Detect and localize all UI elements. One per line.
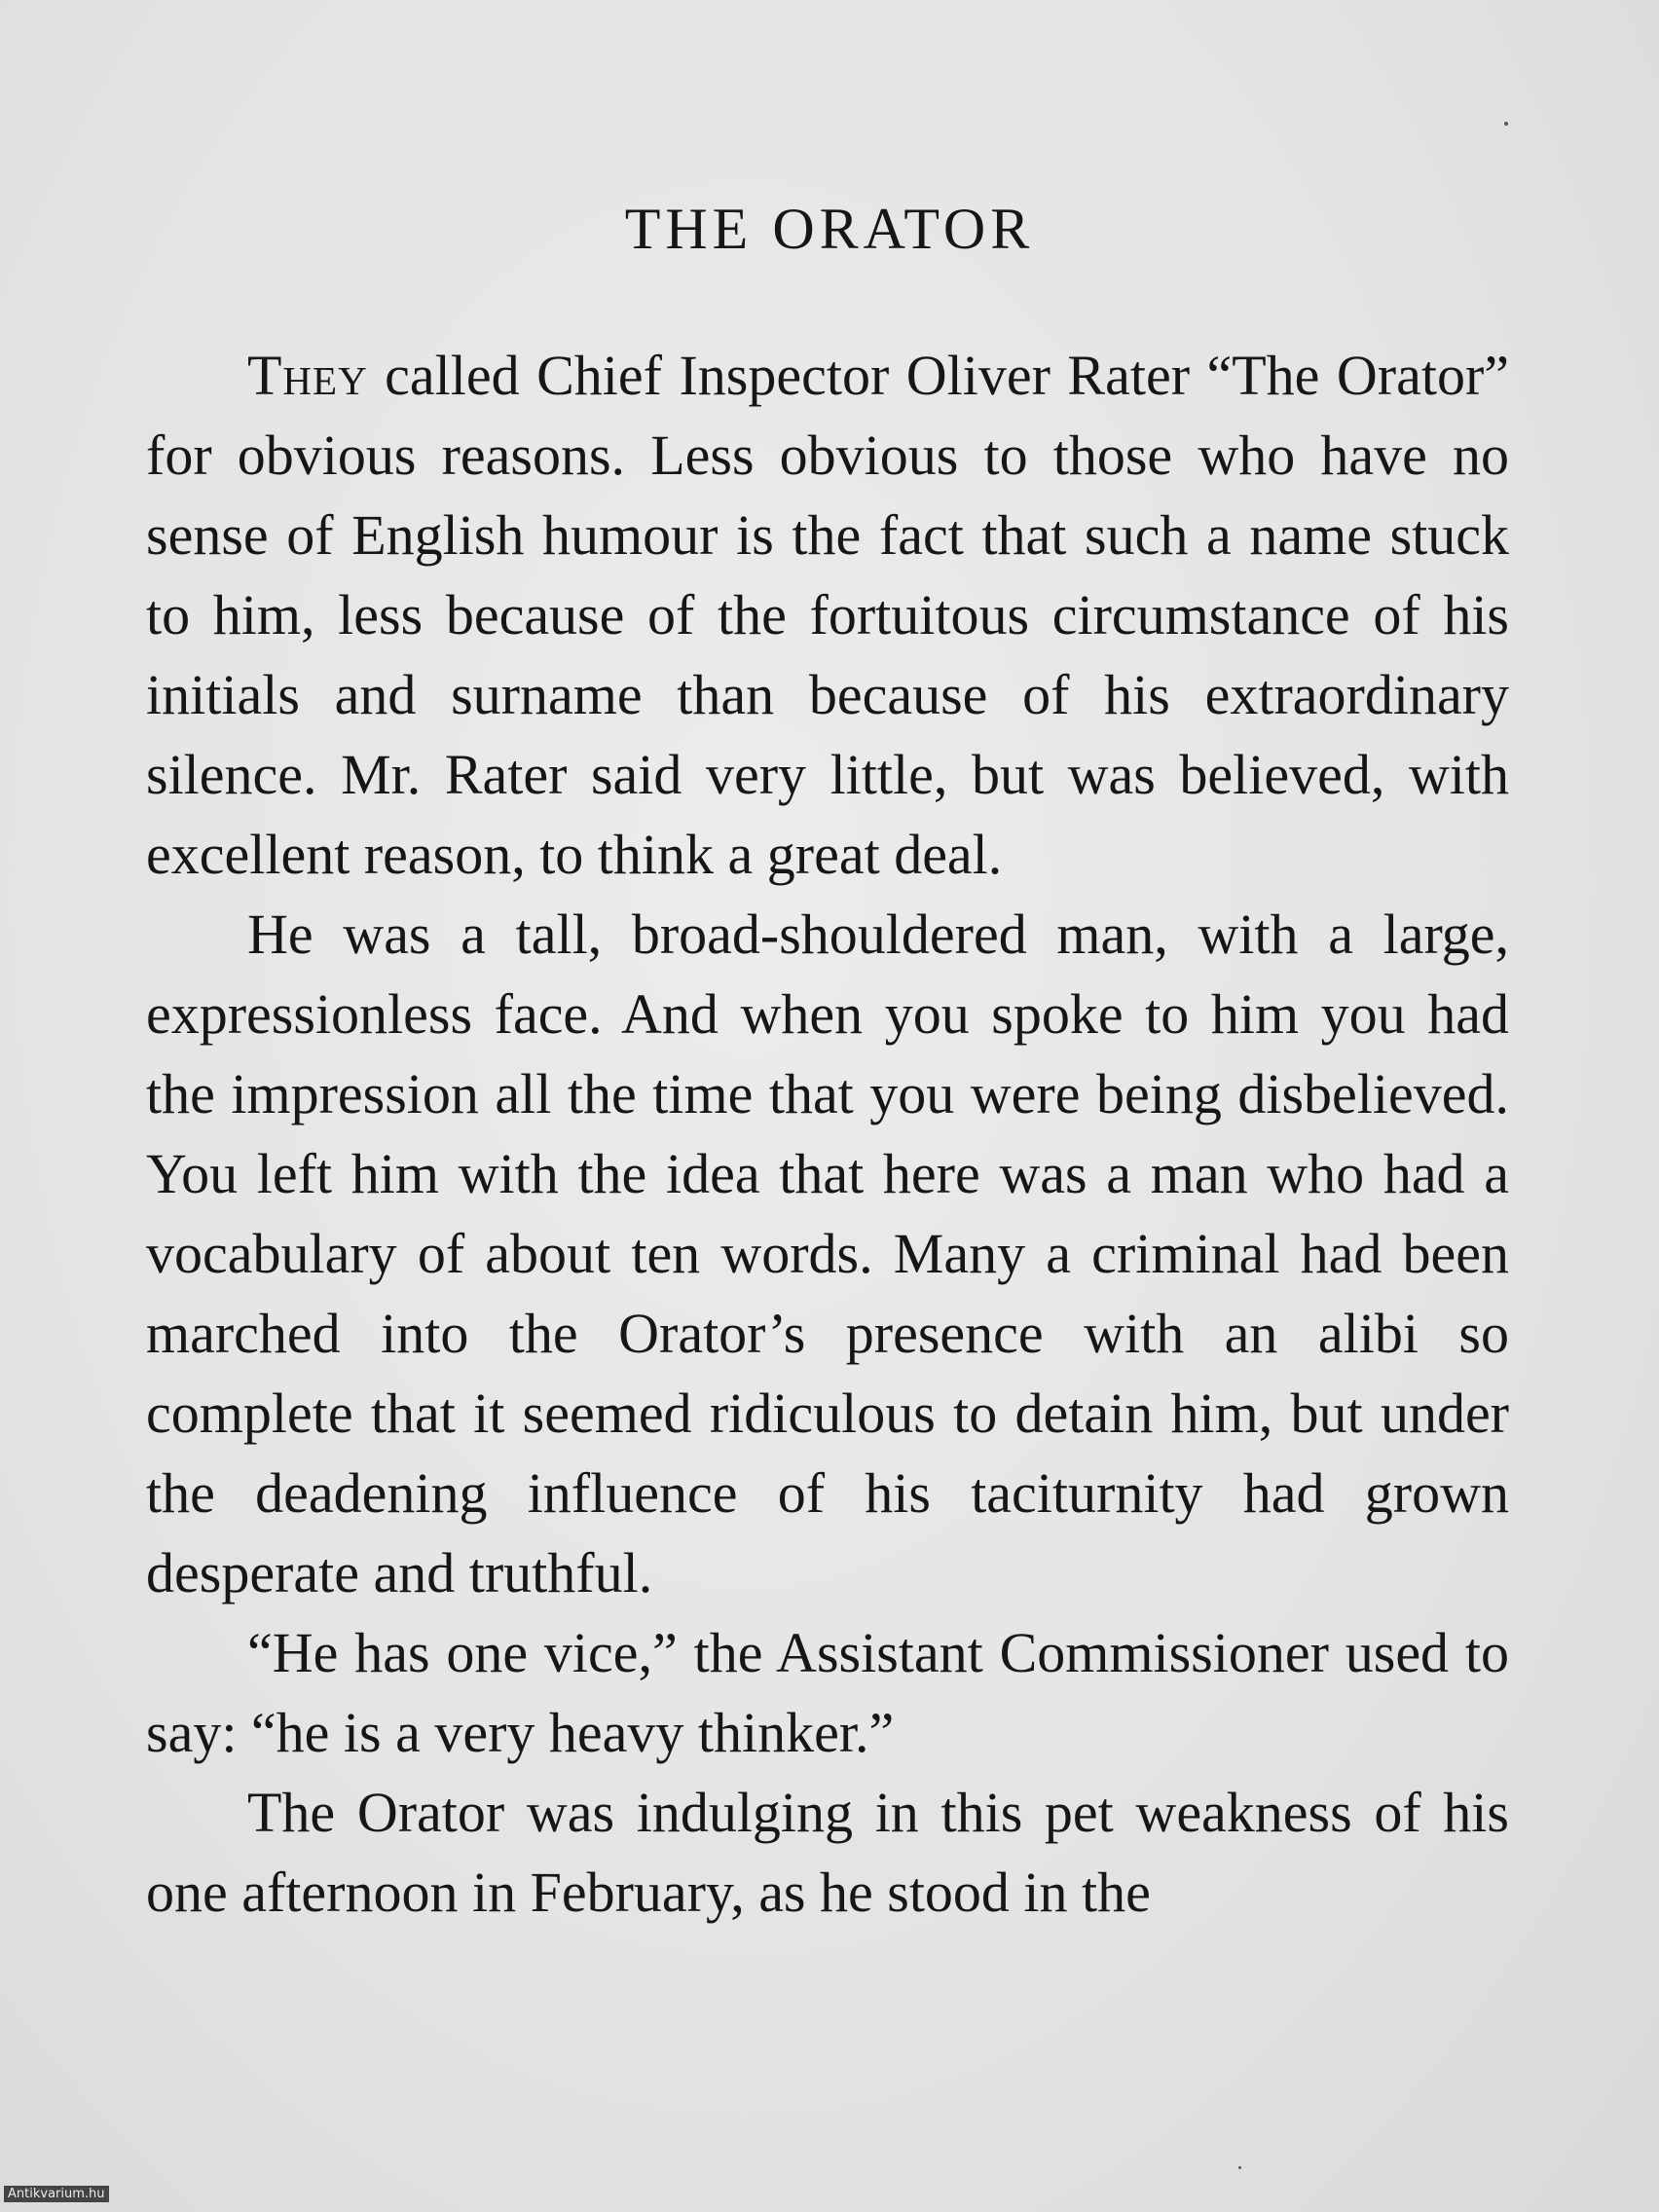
watermark: Antikvarium.hu <box>4 2186 109 2202</box>
paragraph-2 <box>146 895 1509 1613</box>
paragraph-1-text: called Chief Inspector Oliver Rater “The Orator” for obvious reasons. Less obvious to those who have no sense of English humour is the fact that such a name stuck to him, less because of the fortuitous circumstance of his initials and surname than because of his extraordinary silence. Mr. Rater said very little, but was believed, with excellent reason, to think a great deal. <box>146 344 1509 886</box>
paragraph-2-text: He was a tall, broad-shouldered man, with a large, expressionless face. And when you spoke to him you had the impression all the time that you were being disbelieved. You left him with the idea that here was a man who had a vocabulary of about ten words. Many a criminal had been marched into the Orator’s presence with an alibi so complete that it seemed ridiculous to detain him, but under the deadening influence of his taciturnity had grown desperate and truthful. <box>146 903 1509 1604</box>
body-text <box>146 336 1509 1933</box>
chapter-title: THE ORATOR <box>624 197 1035 261</box>
paragraph-4-text: The Orator was indulging in this pet weakness of his one afternoon in February, as he stood in the <box>146 1781 1509 1924</box>
paper-speck <box>1238 2166 1241 2169</box>
paper-speck <box>1504 122 1508 126</box>
paragraph-3 <box>146 1613 1509 1773</box>
paragraph-1 <box>146 336 1509 895</box>
paragraph-4 <box>146 1773 1509 1933</box>
paragraph-3-text: “He has one vice,” the Assistant Commissioner used to say: “he is a very heavy thinker.” <box>146 1621 1509 1764</box>
lead-word: They <box>247 344 368 407</box>
